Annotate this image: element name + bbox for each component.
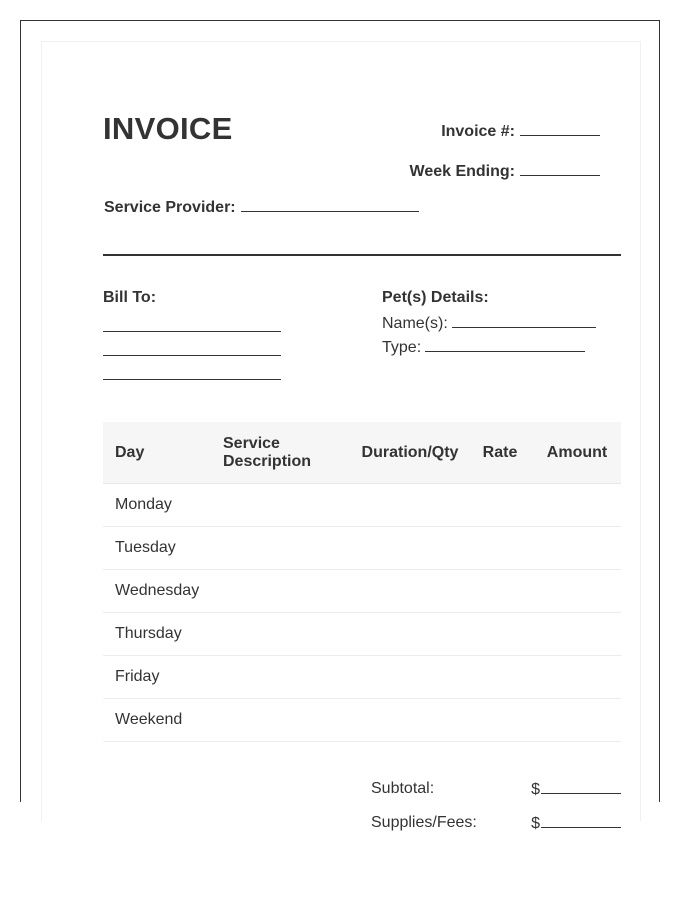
duration-qty-cell xyxy=(353,699,467,742)
day-cell: Thursday xyxy=(103,613,211,656)
bill-to-section xyxy=(103,288,343,384)
service-description-cell xyxy=(211,656,353,699)
day-cell: Friday xyxy=(103,656,211,699)
table-row xyxy=(103,699,621,742)
service-table xyxy=(103,422,621,742)
supplies-fees-label: Supplies/Fees: xyxy=(371,814,477,831)
service-description-header-line-1: Service xyxy=(223,434,280,452)
amount-cell xyxy=(533,613,621,656)
supplies-fees-currency: $ xyxy=(531,815,540,832)
service-provider-blank xyxy=(241,197,419,212)
bill-to-line-1 xyxy=(103,312,281,332)
table-row xyxy=(103,484,621,527)
duration-qty-cell xyxy=(353,613,467,656)
service-description-column-header xyxy=(211,422,353,484)
pet-details-section xyxy=(382,288,627,360)
service-provider-label: Service Provider: xyxy=(104,199,236,216)
table-row xyxy=(103,570,621,613)
day-cell: Monday xyxy=(103,484,211,527)
service-provider-field xyxy=(104,197,419,217)
table-row xyxy=(103,613,621,656)
amount-cell xyxy=(533,570,621,613)
rate-cell xyxy=(467,527,533,570)
pet-type-field xyxy=(382,336,627,360)
service-description-cell xyxy=(211,613,353,656)
day-cell: Weekend xyxy=(103,699,211,742)
pet-type-blank xyxy=(425,337,585,352)
service-table-header-row xyxy=(103,422,621,484)
service-table-header xyxy=(103,422,621,484)
supplies-fees-blank xyxy=(541,813,621,828)
service-description-cell xyxy=(211,484,353,527)
invoice-number-field xyxy=(441,121,600,141)
pet-details-heading: Pet(s) Details: xyxy=(382,289,489,306)
header-divider xyxy=(103,254,621,256)
bill-to-line-2 xyxy=(103,336,281,356)
rate-column-header: Rate xyxy=(467,422,533,484)
rate-cell xyxy=(467,656,533,699)
service-description-cell xyxy=(211,699,353,742)
amount-cell xyxy=(533,484,621,527)
amount-cell xyxy=(533,656,621,699)
duration-qty-cell xyxy=(353,656,467,699)
week-ending-label: Week Ending: xyxy=(409,163,515,180)
totals-section xyxy=(371,779,621,847)
table-row xyxy=(103,527,621,570)
rate-cell xyxy=(467,484,533,527)
service-description-header-line-2: Description xyxy=(223,452,312,470)
subtotal-row xyxy=(371,779,621,813)
bill-to-heading: Bill To: xyxy=(103,289,157,306)
invoice-page xyxy=(41,41,641,832)
day-cell: Tuesday xyxy=(103,527,211,570)
rate-cell xyxy=(467,699,533,742)
duration-qty-cell xyxy=(353,570,467,613)
amount-cell xyxy=(533,527,621,570)
day-column-header: Day xyxy=(103,422,211,484)
amount-cell xyxy=(533,699,621,742)
subtotal-currency: $ xyxy=(531,781,540,798)
pet-name-blank xyxy=(452,313,596,328)
service-table-body xyxy=(103,484,621,742)
invoice-frame xyxy=(20,20,660,832)
invoice-title: INVOICE xyxy=(103,111,233,146)
supplies-fees-value xyxy=(531,813,621,834)
invoice-number-label: Invoice #: xyxy=(441,123,515,140)
subtotal-blank xyxy=(541,779,621,794)
duration-qty-column-header: Duration/Qty xyxy=(353,422,467,484)
amount-column-header: Amount xyxy=(533,422,621,484)
day-cell: Wednesday xyxy=(103,570,211,613)
subtotal-label: Subtotal: xyxy=(371,780,435,797)
supplies-fees-row xyxy=(371,813,621,847)
invoice-number-blank xyxy=(520,121,600,136)
service-description-cell xyxy=(211,527,353,570)
duration-qty-cell xyxy=(353,527,467,570)
pet-name-field xyxy=(382,312,627,336)
bill-to-line-3 xyxy=(103,360,281,380)
rate-cell xyxy=(467,570,533,613)
rate-cell xyxy=(467,613,533,656)
pet-type-label: Type: xyxy=(382,339,422,356)
pet-name-label: Name(s): xyxy=(382,315,448,332)
subtotal-value xyxy=(531,779,621,800)
service-description-cell xyxy=(211,570,353,613)
table-row xyxy=(103,656,621,699)
week-ending-blank xyxy=(520,161,600,176)
week-ending-field xyxy=(410,161,601,181)
duration-qty-cell xyxy=(353,484,467,527)
